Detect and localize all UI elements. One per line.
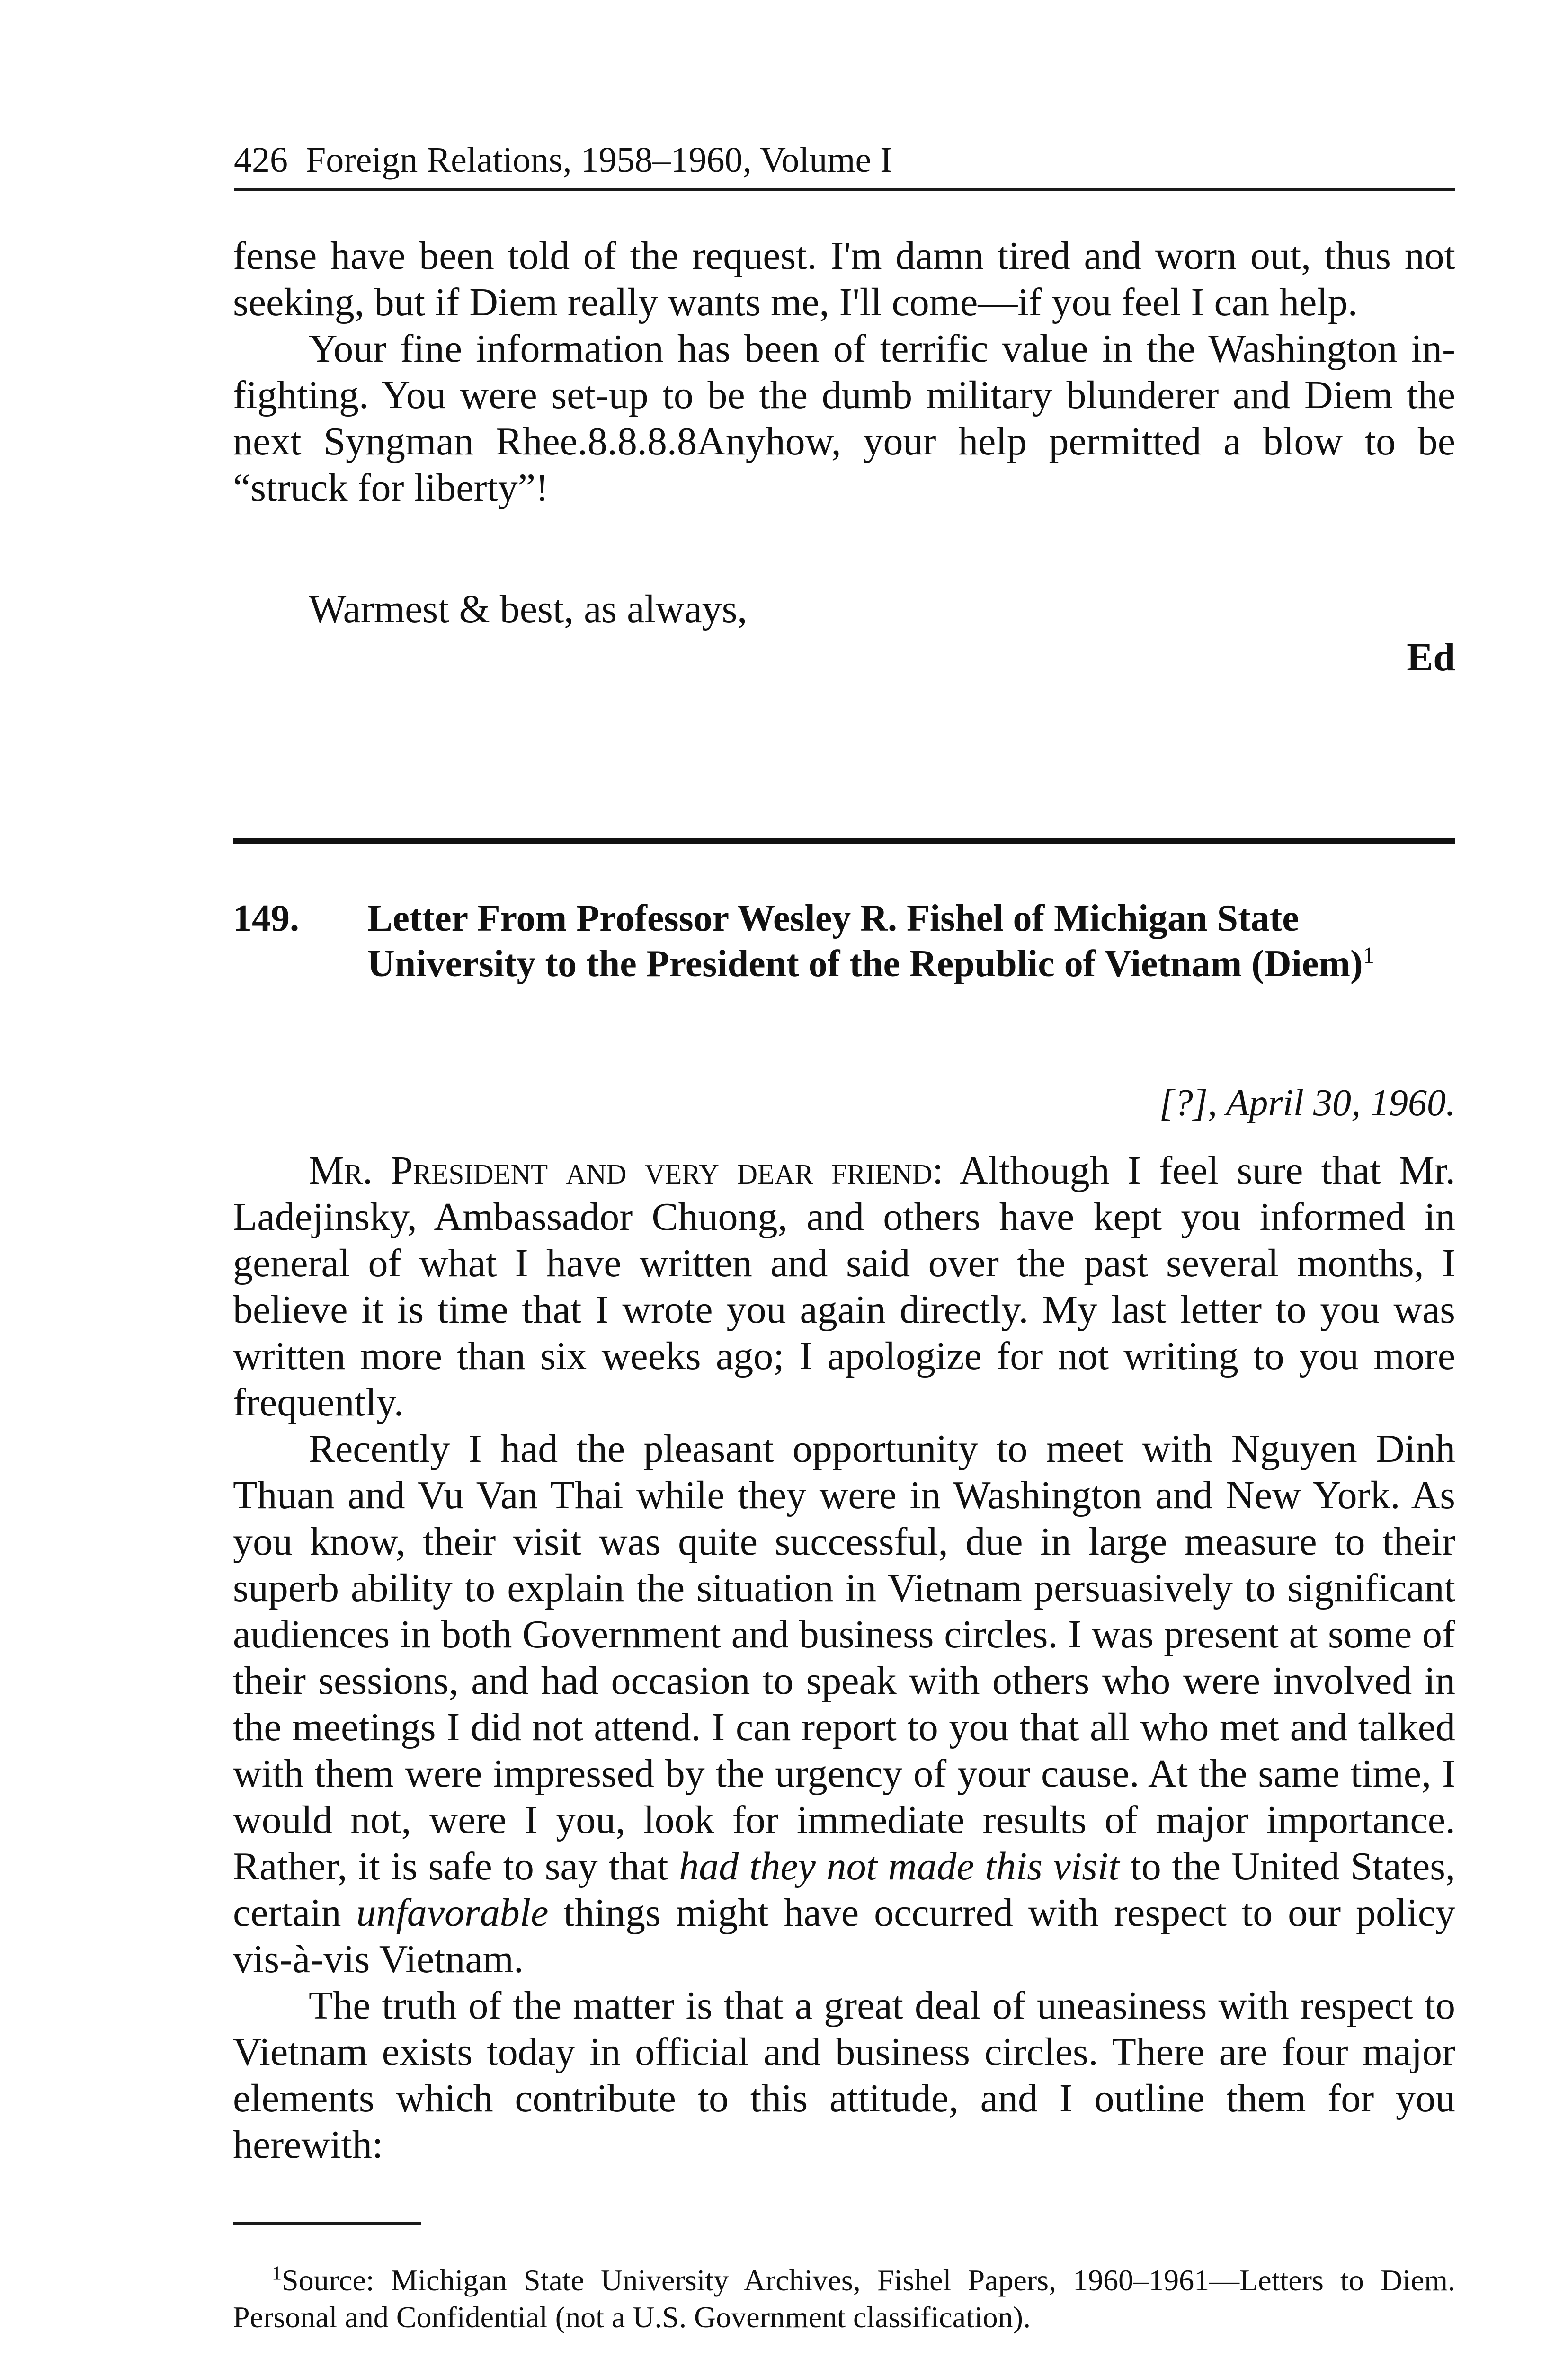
- letter-closing: Warmest & best, as always,: [309, 587, 748, 631]
- footnote-text: Source: Michigan State University Archives, Fishel Papers, 1960–1961—Letters to Diem. Personal and Confidential (not a U.S. Government classification).: [233, 2263, 1455, 2334]
- document-title: [367, 896, 1455, 987]
- body-paragraph-1-text: Although I feel sure that Mr. Ladejinsky, Ambassador Chuong, and others have kept you informed in general of what I have written and said over the past several months, I believe it is time that I wrote you again directly. My last letter to you was written more than six weeks ago; I apologize for not writing to you more frequently.: [233, 1148, 1455, 1424]
- document-number: 149.: [233, 898, 299, 939]
- body-paragraph-2: [233, 1426, 1455, 1983]
- body-paragraph-2-emphasis-2: unfavorable: [356, 1891, 549, 1935]
- footnote-marker: 1: [272, 2262, 282, 2285]
- salutation: Mr. President and very dear friend:: [309, 1148, 944, 1192]
- document-divider: [233, 838, 1455, 844]
- body-paragraph-2-part-b: to the United States, certain: [233, 1844, 1455, 1935]
- previous-letter-text: [233, 233, 1455, 511]
- body-paragraph-2-part-c: things might have occurred with respect to our policy vis-à-vis Vietnam.: [233, 1891, 1455, 1981]
- previous-letter-paragraph-1: fense have been told of the request. I'm damn tired and worn out, thus not seeking, but if Diem really wants me, I'll come—if you feel I can help.: [233, 234, 1455, 324]
- letter-signature: Ed: [1407, 635, 1455, 679]
- body-paragraph-1: [233, 1148, 1455, 1426]
- body-paragraph-2-part-a: Recently I had the pleasant opportunity to meet with Nguyen Dinh Thuan and Vu Van Thai while they were in Washington and New York. As you know, their visit was quite successful, due in large measure to their superb ability to explain the situation in Vietnam persuasively to significant audiences in both Government and business circles. I was present at some of their sessions, and had occasion to speak with others who were involved in the meetings I did not attend. I can report to you that all who met and talked with them were impressed by the urgency of your cause. At the same time, I would not, were I you, look for immediate results of major importance. Rather, it is safe to say that: [233, 1427, 1455, 1888]
- document-title-text: Letter From Professor Wesley R. Fishel of Michigan State University to the President of the Republic of Vietnam (Diem): [367, 898, 1363, 985]
- dateline: [?], April 30, 1960.: [1159, 1082, 1455, 1124]
- letter-body: [233, 1148, 1455, 2168]
- title-footnote-marker: 1: [1363, 942, 1375, 969]
- body-paragraph-2-emphasis-1: had they not made this visit: [679, 1844, 1120, 1888]
- previous-letter-paragraph-2: Your fine information has been of terrific value in the Washington in-fighting. You were set-up to be the dumb military blunderer and Diem the next Syngman Rhee.8.8.8.8Anyhow, your help permitted a blow to be “struck for liberty”!: [233, 327, 1455, 510]
- running-head: [234, 132, 1455, 191]
- page-number: 426: [234, 140, 288, 180]
- footnote: [233, 2262, 1455, 2336]
- series-title: Foreign Relations, 1958–1960, Volume I: [306, 140, 892, 180]
- footnote-rule: [233, 2222, 421, 2225]
- body-paragraph-3: The truth of the matter is that a great deal of uneasiness with respect to Vietnam exists today in official and business circles. There are four major elements which contribute to this attitude, and I outline them for you herewith:: [233, 1984, 1455, 2167]
